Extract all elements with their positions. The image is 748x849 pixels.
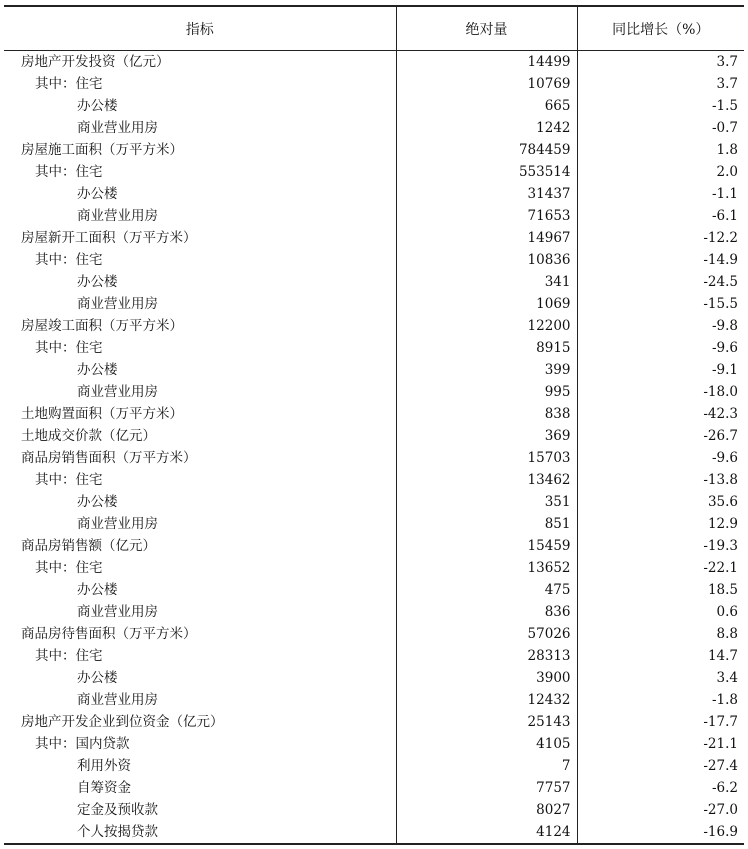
table-row xyxy=(4,799,744,821)
row-label: 其中：住宅 xyxy=(4,73,396,95)
table-row xyxy=(4,689,744,711)
row-label: 商业营业用房 xyxy=(4,205,396,227)
row-label: 其中：住宅 xyxy=(4,645,396,667)
table-row xyxy=(4,403,744,425)
row-yoy-value: -12.2 xyxy=(703,230,738,246)
row-absolute-value: 8915 xyxy=(396,337,577,359)
row-label: 其中：住宅 xyxy=(4,161,396,183)
row-yoy-value: -17.7 xyxy=(703,714,738,730)
row-yoy-value: 3.7 xyxy=(716,76,738,92)
row-absolute-value: 7 xyxy=(396,755,577,777)
row-yoy-value: -9.8 xyxy=(711,318,738,334)
row-yoy-value: 0.6 xyxy=(716,604,738,620)
table-row xyxy=(4,601,744,623)
table-row xyxy=(4,249,744,271)
row-label: 土地成交价款（亿元） xyxy=(4,425,396,447)
row-label: 其中：住宅 xyxy=(4,249,396,271)
row-absolute-value: 15459 xyxy=(396,535,577,557)
row-label: 商业营业用房 xyxy=(4,381,396,403)
row-absolute-value: 4105 xyxy=(396,733,577,755)
row-absolute-value: 851 xyxy=(396,513,577,535)
row-yoy-value: -26.7 xyxy=(703,428,738,444)
table-row xyxy=(4,95,744,117)
table-row xyxy=(4,777,744,799)
row-yoy-value: -9.6 xyxy=(711,450,738,466)
table-row xyxy=(4,513,744,535)
row-label: 商业营业用房 xyxy=(4,117,396,139)
header-indicator: 指标 xyxy=(4,6,396,51)
table-row xyxy=(4,645,744,667)
table-row xyxy=(4,293,744,315)
row-absolute-value: 10836 xyxy=(396,249,577,271)
table-row xyxy=(4,491,744,513)
table-row xyxy=(4,821,744,844)
row-yoy-value: -9.6 xyxy=(711,340,738,356)
row-label: 商业营业用房 xyxy=(4,513,396,535)
table-row xyxy=(4,359,744,381)
table-row xyxy=(4,623,744,645)
row-label: 商品房销售面积（万平方米） xyxy=(4,447,396,469)
data-table-container xyxy=(4,5,744,845)
row-yoy-value: -15.5 xyxy=(703,296,738,312)
row-yoy-value: -27.4 xyxy=(703,758,738,774)
row-label: 房屋竣工面积（万平方米） xyxy=(4,315,396,337)
row-label: 其中：住宅 xyxy=(4,469,396,491)
row-yoy-value: -18.0 xyxy=(703,384,738,400)
row-yoy-value: -9.1 xyxy=(711,362,738,378)
row-label: 办公楼 xyxy=(4,271,396,293)
table-row xyxy=(4,139,744,161)
row-yoy-value: -24.5 xyxy=(703,274,738,290)
row-label: 办公楼 xyxy=(4,579,396,601)
table-row xyxy=(4,183,744,205)
row-absolute-value: 399 xyxy=(396,359,577,381)
row-yoy-value: -6.2 xyxy=(711,780,738,796)
row-label: 房地产开发企业到位资金（亿元） xyxy=(4,711,396,733)
table-row xyxy=(4,227,744,249)
row-yoy-value: -21.1 xyxy=(703,736,738,752)
row-yoy-value: -14.9 xyxy=(703,252,738,268)
row-yoy-value: 35.6 xyxy=(707,494,738,510)
row-yoy-value: -1.1 xyxy=(711,186,738,202)
row-yoy-value: -22.1 xyxy=(703,560,738,576)
row-absolute-value: 25143 xyxy=(396,711,577,733)
row-label: 商业营业用房 xyxy=(4,689,396,711)
table-row xyxy=(4,733,744,755)
row-absolute-value: 14499 xyxy=(396,51,577,74)
row-label: 办公楼 xyxy=(4,359,396,381)
table-row xyxy=(4,315,744,337)
row-absolute-value: 1242 xyxy=(396,117,577,139)
table-row xyxy=(4,711,744,733)
row-absolute-value: 7757 xyxy=(396,777,577,799)
row-absolute-value: 28313 xyxy=(396,645,577,667)
row-absolute-value: 8027 xyxy=(396,799,577,821)
row-yoy-value: 3.4 xyxy=(716,670,738,686)
row-label: 其中：住宅 xyxy=(4,557,396,579)
row-absolute-value: 57026 xyxy=(396,623,577,645)
row-absolute-value: 995 xyxy=(396,381,577,403)
row-label: 房屋新开工面积（万平方米） xyxy=(4,227,396,249)
table-row xyxy=(4,579,744,601)
row-label: 房地产开发投资（亿元） xyxy=(4,51,396,74)
row-yoy-value: -42.3 xyxy=(703,406,738,422)
row-absolute-value: 784459 xyxy=(396,139,577,161)
table-row xyxy=(4,535,744,557)
row-label: 利用外资 xyxy=(4,755,396,777)
row-label: 商业营业用房 xyxy=(4,293,396,315)
row-yoy-value: -19.3 xyxy=(703,538,738,554)
table-row xyxy=(4,205,744,227)
real-estate-table xyxy=(4,5,744,845)
row-yoy-value: -16.9 xyxy=(577,821,744,844)
row-absolute-value: 13462 xyxy=(396,469,577,491)
row-absolute-value: 12432 xyxy=(396,689,577,711)
row-yoy-value: -27.0 xyxy=(703,802,738,818)
table-row xyxy=(4,381,744,403)
row-yoy-value: -6.1 xyxy=(711,208,738,224)
row-absolute-value: 14967 xyxy=(396,227,577,249)
row-label: 商品房销售额（亿元） xyxy=(4,535,396,557)
row-label: 土地购置面积（万平方米） xyxy=(4,403,396,425)
row-absolute-value: 351 xyxy=(396,491,577,513)
row-absolute-value: 553514 xyxy=(396,161,577,183)
row-absolute-value: 4124 xyxy=(396,821,577,844)
row-absolute-value: 13652 xyxy=(396,557,577,579)
table-header xyxy=(4,6,744,51)
header-row xyxy=(4,6,744,51)
row-absolute-value: 475 xyxy=(396,579,577,601)
row-label: 办公楼 xyxy=(4,183,396,205)
row-label: 其中：住宅 xyxy=(4,337,396,359)
table-row xyxy=(4,447,744,469)
row-absolute-value: 369 xyxy=(396,425,577,447)
row-label: 自筹资金 xyxy=(4,777,396,799)
header-yoy: 同比增长（%） xyxy=(577,6,744,51)
row-yoy-value: 3.7 xyxy=(716,54,738,70)
table-row xyxy=(4,557,744,579)
table-row xyxy=(4,161,744,183)
row-absolute-value: 31437 xyxy=(396,183,577,205)
header-absolute: 绝对量 xyxy=(396,6,577,51)
row-yoy-value: 18.5 xyxy=(707,582,738,598)
row-absolute-value: 3900 xyxy=(396,667,577,689)
row-absolute-value: 1069 xyxy=(396,293,577,315)
table-row xyxy=(4,271,744,293)
table-row xyxy=(4,755,744,777)
row-label: 定金及预收款 xyxy=(4,799,396,821)
table-row xyxy=(4,117,744,139)
row-absolute-value: 665 xyxy=(396,95,577,117)
row-label: 办公楼 xyxy=(4,667,396,689)
row-absolute-value: 12200 xyxy=(396,315,577,337)
row-label: 商业营业用房 xyxy=(4,601,396,623)
row-yoy-value: 8.8 xyxy=(716,626,738,642)
row-yoy-value: -0.7 xyxy=(711,120,738,136)
row-label: 其中：国内贷款 xyxy=(4,733,396,755)
row-absolute-value: 836 xyxy=(396,601,577,623)
row-yoy-value: -1.5 xyxy=(711,98,738,114)
row-yoy-value: -13.8 xyxy=(703,472,738,488)
table-row xyxy=(4,469,744,491)
row-yoy-value: 12.9 xyxy=(707,516,738,532)
row-label: 商品房待售面积（万平方米） xyxy=(4,623,396,645)
table-row xyxy=(4,337,744,359)
row-label: 办公楼 xyxy=(4,95,396,117)
table-row xyxy=(4,73,744,95)
table-row xyxy=(4,51,744,74)
row-label: 房屋施工面积（万平方米） xyxy=(4,139,396,161)
table-body xyxy=(4,51,744,845)
table-row xyxy=(4,667,744,689)
row-label: 办公楼 xyxy=(4,491,396,513)
row-yoy-value: -1.8 xyxy=(711,692,738,708)
row-yoy-value: 2.0 xyxy=(716,164,738,180)
row-absolute-value: 10769 xyxy=(396,73,577,95)
row-absolute-value: 15703 xyxy=(396,447,577,469)
table-row xyxy=(4,425,744,447)
row-label: 个人按揭贷款 xyxy=(4,821,396,844)
row-yoy-value: 1.8 xyxy=(716,142,738,158)
row-absolute-value: 71653 xyxy=(396,205,577,227)
row-absolute-value: 341 xyxy=(396,271,577,293)
row-yoy-value: 14.7 xyxy=(707,648,738,664)
row-absolute-value: 838 xyxy=(396,403,577,425)
